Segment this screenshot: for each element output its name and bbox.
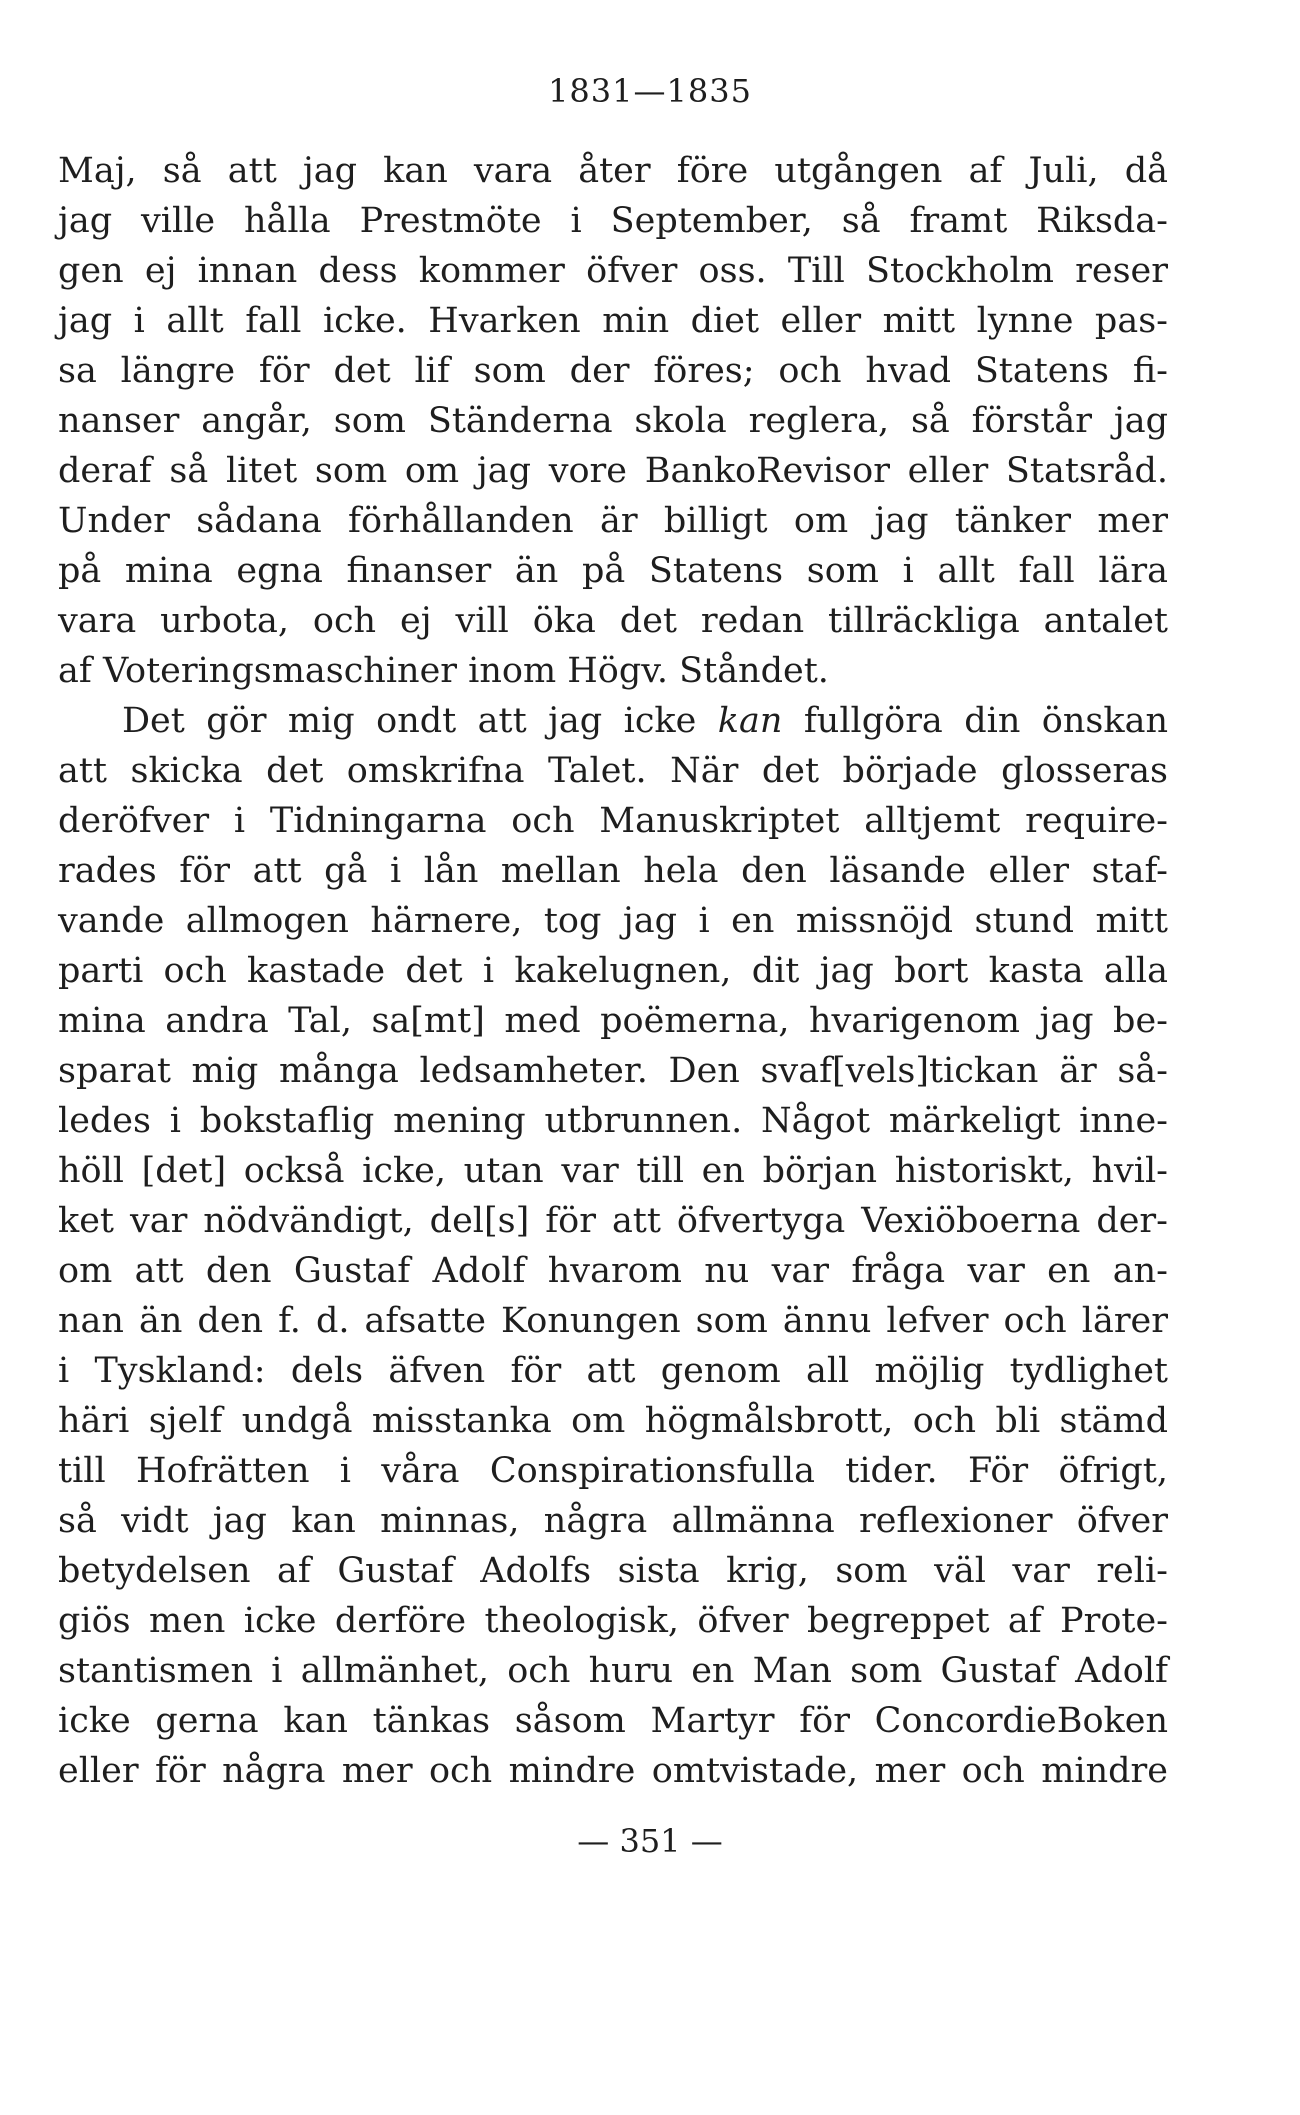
text-line: rades för att gå i lån mellan hela den läsande eller staf-	[58, 851, 1168, 891]
text-line: eller för några mer och mindre omtvistade, mer och mindre	[58, 1751, 1168, 1791]
text-line: sparat mig många ledsamheter. Den svaf[vels]tickan är så-	[58, 1051, 1168, 1091]
text-line: stantismen i allmänhet, och huru en Man som Gustaf Adolf	[58, 1651, 1168, 1691]
text-line: jag i allt fall icke. Hvarken min diet eller mitt lynne pas-	[58, 301, 1168, 341]
text-line: nan än den f. d. afsatte Konungen som ännu lefver och lärer	[58, 1301, 1168, 1341]
text-line: häri sjelf undgå misstanka om högmålsbrott, och bli stämd	[58, 1401, 1168, 1441]
text-line: vara urbota, och ej vill öka det redan tillräckliga antalet	[58, 601, 1168, 641]
text-line: betydelsen af Gustaf Adolfs sista krig, som väl var reli-	[58, 1551, 1168, 1591]
text-line: till Hofrätten i våra Conspirationsfulla tider. För öfrigt,	[58, 1451, 1168, 1491]
text-line: nanser angår, som Ständerna skola reglera, så förstår jag	[58, 401, 1168, 441]
text-line: parti och kastade det i kakelugnen, dit jag bort kasta alla	[58, 951, 1168, 991]
text-line: på mina egna finanser än på Statens som i allt fall lära	[58, 551, 1168, 591]
text-line: jag ville hålla Prestmöte i September, så framt Riksda-	[58, 201, 1168, 241]
text-line: vande allmogen härnere, tog jag i en missnöjd stund mitt	[58, 901, 1168, 941]
text-line: så vidt jag kan minnas, några allmänna reflexioner öfver	[58, 1501, 1168, 1541]
text-line: i Tyskland: dels äfven för att genom all möjlig tydlighet	[58, 1351, 1168, 1391]
italic-word: kan	[717, 701, 783, 741]
text-line: deraf så litet som om jag vore BankoRevisor eller Statsråd.	[58, 451, 1168, 491]
body-text	[58, 146, 1168, 1796]
running-head: 1831—1835	[548, 72, 752, 110]
text-line: Maj, så att jag kan vara åter före utgången af Juli, då	[58, 151, 1168, 191]
text-line: ledes i bokstaflig mening utbrunnen. Något märkeligt inne-	[58, 1101, 1168, 1141]
text-line: mina andra Tal, sa[mt] med poëmerna, hvarigenom jag be-	[58, 1001, 1168, 1041]
text-line: giös men icke derföre theologisk, öfver begreppet af Prote-	[58, 1601, 1168, 1641]
page-number: — 351 —	[577, 1822, 723, 1860]
text-line: att skicka det omskrifna Talet. När det började glosseras	[58, 751, 1168, 791]
paragraph-end-line: af Voteringsmaschiner inom Högv. Ståndet.	[58, 651, 829, 691]
paragraph-start-line	[58, 696, 1168, 746]
text-line: Under sådana förhållanden är billigt om jag tänker mer	[58, 501, 1168, 541]
text-line: deröfver i Tidningarna och Manuskriptet alltjemt require-	[58, 801, 1168, 841]
text-run: Det gör mig ondt att jag icke	[122, 701, 718, 741]
text-line: höll [det] också icke, utan var till en början historiskt, hvil-	[58, 1151, 1168, 1191]
text-line: sa längre för det lif som der föres; och hvad Statens fi-	[58, 351, 1168, 391]
text-line: icke gerna kan tänkas såsom Martyr för ConcordieBoken	[58, 1701, 1168, 1741]
text-run: fullgöra din önskan	[782, 701, 1168, 741]
text-line: ket var nödvändigt, del[s] för att öfvertyga Vexiöboerna der-	[58, 1201, 1168, 1241]
text-line: om att den Gustaf Adolf hvarom nu var fråga var en an-	[58, 1251, 1168, 1291]
text-line: gen ej innan dess kommer öfver oss. Till Stockholm reser	[58, 251, 1168, 291]
